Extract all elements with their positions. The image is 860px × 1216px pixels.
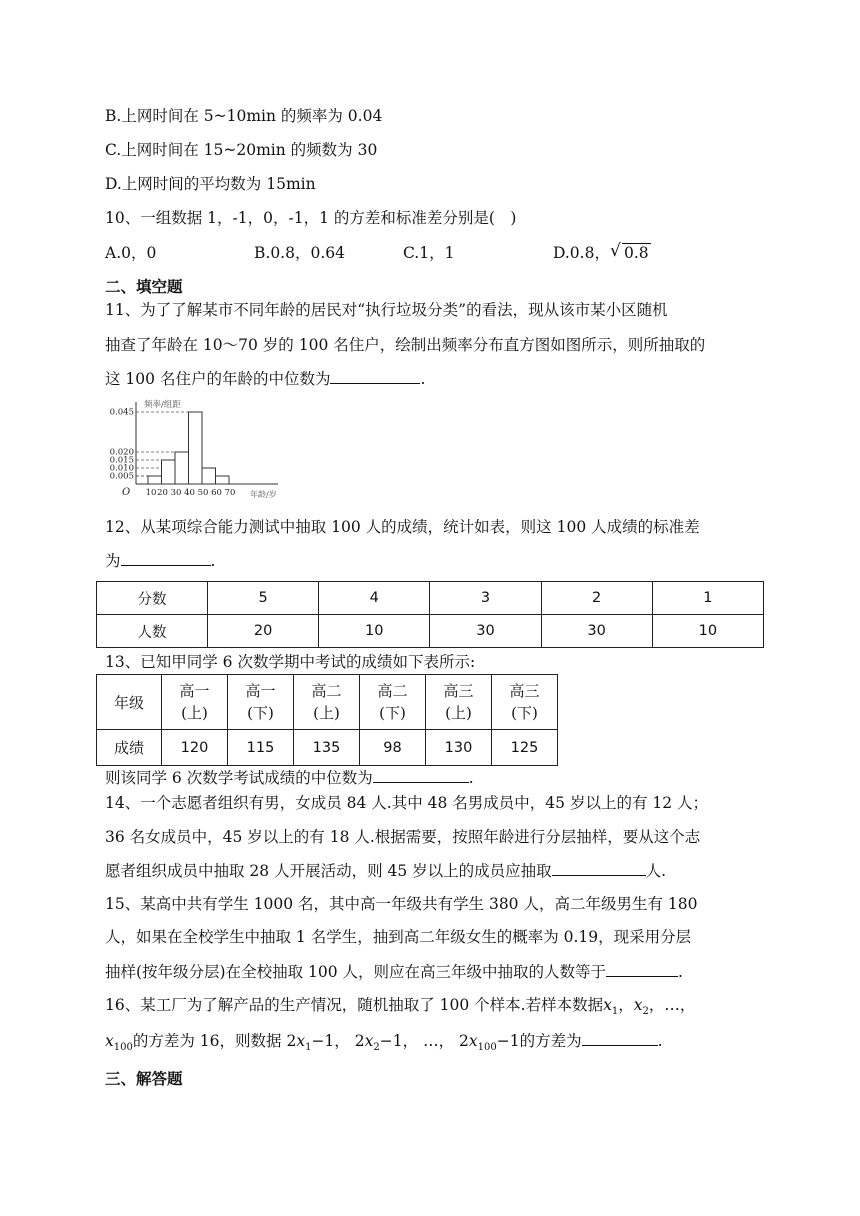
subscript: 1 xyxy=(305,1042,312,1053)
row-label: 人数 xyxy=(97,615,208,648)
histogram-bar xyxy=(189,412,203,484)
age-histogram xyxy=(100,396,300,500)
q13-grades-table xyxy=(96,674,558,766)
separator: ， xyxy=(648,996,665,1014)
x-tick-label: 60 xyxy=(211,488,222,498)
table-cell: 98 xyxy=(360,730,426,766)
q11-line-3 xyxy=(105,367,425,390)
separator: ， xyxy=(334,1032,350,1050)
subscript: 2 xyxy=(373,1042,380,1053)
table-cell xyxy=(228,675,294,730)
histogram-bars xyxy=(148,412,229,484)
q15-line-3 xyxy=(105,960,683,983)
q12-line-2 xyxy=(105,549,215,572)
table-cell: 2 xyxy=(541,582,652,615)
q11-end: . xyxy=(420,370,426,388)
q16-line-2 xyxy=(105,1029,663,1059)
q9-option-d: D.上网时间的平均数为 15min xyxy=(105,175,316,193)
grade-bottom: (下) xyxy=(247,704,274,722)
table-cell xyxy=(360,675,426,730)
q14-answer-blank[interactable] xyxy=(552,859,646,876)
table-cell: 4 xyxy=(319,582,430,615)
q12-text: 为 xyxy=(105,552,121,570)
q14-line-3 xyxy=(105,859,666,882)
coefficient: 2 xyxy=(459,1032,469,1050)
table-cell: 3 xyxy=(430,582,541,615)
table-cell: 10 xyxy=(319,615,430,648)
q13-end: . xyxy=(468,769,474,787)
sqrt-symbol: √ 0.8 xyxy=(609,241,649,262)
table-cell: 30 xyxy=(430,615,541,648)
minus-one: −1 xyxy=(496,1032,520,1050)
y-tick-label: 0.020 xyxy=(109,447,134,458)
q16-answer-blank[interactable] xyxy=(582,1029,658,1046)
table-cell: 1 xyxy=(652,582,763,615)
q10-option-a: A.0，0 xyxy=(105,244,157,262)
q11-text: 这 100 名住户的年龄的中位数为 xyxy=(105,370,331,388)
histogram-bar xyxy=(148,476,162,484)
q12-score-table xyxy=(96,581,764,648)
q11-line-1: 11、为了了解某市不同年龄的居民对“执行垃圾分类”的看法，现从该市某小区随机 xyxy=(105,301,668,319)
q11-line-2: 抽查了年龄在 10～70 岁的 100 名住户，绘制出频率分布直方图如图所示，则所抽取的 xyxy=(105,336,706,354)
var-x: x xyxy=(468,1032,478,1050)
q10-option-d-radicand: 0.8 xyxy=(623,244,649,262)
grade-bottom: (上) xyxy=(445,704,472,722)
table-cell: 120 xyxy=(162,730,228,766)
subscript: 100 xyxy=(477,1042,497,1053)
q10-option-c: C.1，1 xyxy=(403,244,455,262)
x-tick-label: 40 xyxy=(184,488,195,498)
q16-line-1 xyxy=(105,994,695,1023)
grade-top: 高二 xyxy=(377,682,408,700)
q14-line-1: 14、一个志愿者组织有男，女成员 84 人.其中 48 名男成员中，45 岁以上的有 12 人； xyxy=(105,794,709,812)
q16-end: . xyxy=(657,1032,663,1050)
table-cell: 125 xyxy=(492,730,558,766)
section-3-title: 三、解答题 xyxy=(105,1069,183,1088)
q12-end: . xyxy=(210,552,216,570)
coefficient: 2 xyxy=(354,1032,365,1050)
table-cell: 135 xyxy=(294,730,360,766)
y-tick-label: 0.010 xyxy=(109,463,134,474)
table-cell: 20 xyxy=(208,615,319,648)
q14-end: 人. xyxy=(645,862,667,880)
x-axis-label: 年龄/岁 xyxy=(250,490,277,499)
x-tick-label: 70 xyxy=(224,488,236,498)
histogram-bar xyxy=(175,452,189,484)
coefficient: 2 xyxy=(286,1032,297,1050)
q12-answer-blank[interactable] xyxy=(121,549,211,566)
table-cell: 130 xyxy=(426,730,492,766)
q13-question xyxy=(105,766,474,789)
q13-text: 则该同学 6 次数学考试成绩的中位数为 xyxy=(105,769,373,787)
q15-end: . xyxy=(678,963,683,981)
histogram-bar xyxy=(162,460,176,484)
var-x: x xyxy=(603,996,612,1014)
var-x: x xyxy=(633,996,643,1014)
ellipsis: …， xyxy=(664,996,696,1014)
section-2-title: 二、填空题 xyxy=(105,277,183,296)
histogram-bar xyxy=(216,476,230,484)
table-row xyxy=(97,582,764,615)
minus-one: −1 xyxy=(311,1032,335,1050)
grade-top: 高二 xyxy=(311,682,342,700)
q10-stem: 10、一组数据 1，-1，0，-1，1 的方差和标准差分别是( ) xyxy=(105,209,517,227)
y-tick-label: 0.015 xyxy=(109,455,134,466)
origin-label: O xyxy=(122,487,131,498)
table-row xyxy=(97,675,558,730)
row-label: 年级 xyxy=(97,675,162,730)
separator: ， xyxy=(618,996,634,1014)
subscript: 2 xyxy=(642,1006,649,1017)
q13-line-1: 13、已知甲同学 6 次数学期中考试的成绩如下表所示: xyxy=(105,653,476,671)
q15-line-1: 15、某高中共有学生 1000 名，其中高一年级共有学生 380 人，高二年级男生有 180 xyxy=(105,895,698,913)
var-x: x xyxy=(296,1032,306,1050)
x-tick-label: 30 xyxy=(170,488,182,498)
q16-text-end: 的方差为 xyxy=(519,1032,582,1050)
q15-text: 抽样(按年级分层)在全校抽取 100 人，则应在高三年级中抽取的人数等于 xyxy=(105,963,607,981)
y-tick-label: 0.005 xyxy=(109,471,134,482)
q16-text-mid: 的方差为 16，则数据 xyxy=(132,1032,282,1050)
separator: ， xyxy=(402,1032,419,1050)
grade-bottom: (上) xyxy=(181,704,208,722)
y-tick-label: 0.045 xyxy=(109,407,134,418)
q13-answer-blank[interactable] xyxy=(373,766,469,783)
table-cell: 5 xyxy=(208,582,319,615)
q12-line-1: 12、从某项综合能力测试中抽取 100 人的成绩，统计如表，则这 100 人成绩的标准差 xyxy=(105,518,700,536)
x-tick-label: 10 xyxy=(145,488,157,498)
q14-text: 愿者组织成员中抽取 28 人开展活动，则 45 岁以上的成员应抽取 xyxy=(105,862,552,880)
grade-top: 高一 xyxy=(245,682,276,700)
row-label: 分数 xyxy=(97,582,208,615)
var-x: x xyxy=(105,1032,114,1050)
grade-top: 高三 xyxy=(443,682,474,700)
var-x: x xyxy=(364,1032,374,1050)
q9-option-c: C.上网时间在 15~20min 的频数为 30 xyxy=(105,141,378,159)
q14-line-2: 36 名女成员中，45 岁以上的有 18 人.根据需要，按照年龄进行分层抽样，要从这个志 xyxy=(105,828,701,846)
grade-top: 高三 xyxy=(509,682,540,700)
grade-top: 高一 xyxy=(179,682,210,700)
q10-option-d xyxy=(553,242,651,264)
grade-bottom: (下) xyxy=(379,704,406,722)
q10-option-b: B.0.8，0.64 xyxy=(254,244,345,262)
q9-option-b: B.上网时间在 5~10min 的频率为 0.04 xyxy=(105,107,383,125)
table-row xyxy=(97,615,764,648)
x-tick-label: 50 xyxy=(197,488,209,498)
table-cell xyxy=(426,675,492,730)
subscript: 100 xyxy=(113,1042,133,1053)
grade-bottom: (上) xyxy=(313,704,340,722)
x-tick-label: 20 xyxy=(157,488,168,498)
histogram-bar xyxy=(202,468,216,484)
q11-answer-blank[interactable] xyxy=(330,367,420,384)
row-label: 成绩 xyxy=(97,730,162,766)
ellipsis: …， xyxy=(423,1032,455,1050)
table-row xyxy=(97,730,558,766)
q15-line-2: 人，如果在全校学生中抽取 1 名学生，抽到高二年级女生的概率为 0.19，现采用分层 xyxy=(105,928,692,946)
minus-one: −1 xyxy=(379,1032,403,1050)
table-cell xyxy=(294,675,360,730)
y-axis-label: 频率/组距 xyxy=(144,400,181,410)
q10-option-d-prefix: D.0.8， xyxy=(553,244,610,262)
table-cell xyxy=(162,675,228,730)
table-cell: 10 xyxy=(652,615,763,648)
q15-answer-blank[interactable] xyxy=(606,960,678,977)
table-cell: 30 xyxy=(541,615,652,648)
subscript: 1 xyxy=(611,1006,619,1017)
table-cell: 115 xyxy=(228,730,294,766)
q16-text: 16、某工厂为了解产品的生产情况，随机抽取了 100 个样本.若样本数据 xyxy=(105,996,604,1014)
table-cell xyxy=(492,675,558,730)
grade-bottom: (下) xyxy=(511,704,538,722)
